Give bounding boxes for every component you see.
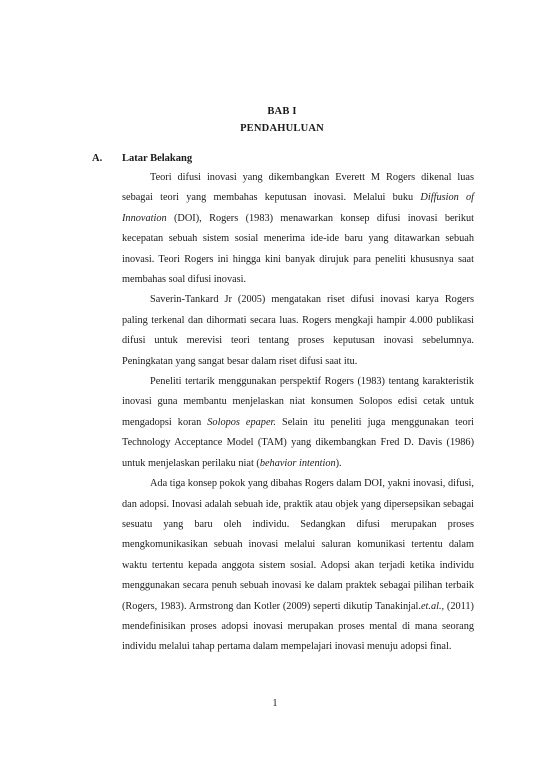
chapter-title: PENDAHULUAN	[240, 123, 324, 134]
paragraph-4-text-a: Ada tiga konsep pokok yang dibahas Rogers dalam DOI, yakni inovasi, difusi, dan adopsi. Inovasi adalah sebuah ide, praktik atau objek yang dipersepsikan sebagai sesuatu yang baru oleh individu. Sedangkan difusi merupakan proses mengkomunikasikan sebuah inovasi melalui saluran komunikasi tertentu dalam waktu tertentu kepada anggota sistem sosial. Adopsi akan terjadi ketika individu menggunakan secara penuh sebuah inovasi ke dalam praktek sebagai pilihan terbaik (Rogers, 1983). Armstrong dan Kotler (2009) seperti dikutip Tanakinjal.	[122, 478, 474, 612]
paragraph-4-text-c: (2011) mendefinisikan proses adopsi inovasi merupakan proses mental di mana seorang individu melalui tahap pertama dalam mempelajari inovasi menuju adopsi final.	[122, 600, 474, 653]
chapter-label: BAB I	[267, 106, 297, 117]
paragraph-3-text-a: Peneliti tertarik menggunakan perspektif Rogers (1983) tentang karakteristik inovasi guna membantu menjelaskan niat konsumen Solopos edisi cetak untuk mengadopsi koran	[122, 376, 474, 428]
body-text	[122, 168, 474, 658]
section-title: Latar Belakang	[122, 153, 193, 164]
term-behavior-intention: behavior intention	[259, 457, 336, 469]
paragraph-3-text-e: ).	[335, 457, 342, 469]
paragraph-2: Saverin-Tankard Jr (2005) mengatakan riset difusi inovasi karya Rogers paling terkenal dan dihormati secara luas. Rogers mengkaji hampir 4.000 publikasi difusi untuk merevisi teori tentang proses keputusan inovasi sebelumnya. Peningkatan yang sangat besar dalam riset difusi saat itu.	[122, 294, 474, 367]
paragraph-1-text-c: (DOI), Rogers (1983) menawarkan konsep difusi inovasi berikut kecepatan sebuah sistem sosial menerima ide-ide baru yang ditawarkan sebuah inovasi. Teori Rogers ini hingga kini banyak dirujuk para peneliti khususnya saat membahas soal difusi inovasi.	[122, 212, 474, 286]
citation-etal: et.al.,	[420, 600, 445, 612]
book-title: Diffusion of Innovation	[122, 192, 475, 224]
paragraph-4	[122, 474, 474, 658]
paragraph-1	[122, 168, 474, 290]
paragraph-3-text-c: Selain itu peneliti juga menggunakan teori Technology Acceptance Model (TAM) yang dikembangkan Fred D. Davis (1986) untuk menjelaskan perilaku niat (	[122, 416, 474, 469]
product-name: Solopos epaper.	[207, 416, 276, 428]
paragraph-3	[122, 372, 474, 474]
paragraph-1-text-a: Teori difusi inovasi yang dikembangkan Everett M Rogers dikenal luas sebagai teori yang membahas keputusan inovasi. Melalui buku	[122, 172, 474, 204]
section-heading	[92, 153, 192, 164]
section-number: A.	[92, 153, 103, 164]
page-number: 1	[272, 698, 278, 709]
